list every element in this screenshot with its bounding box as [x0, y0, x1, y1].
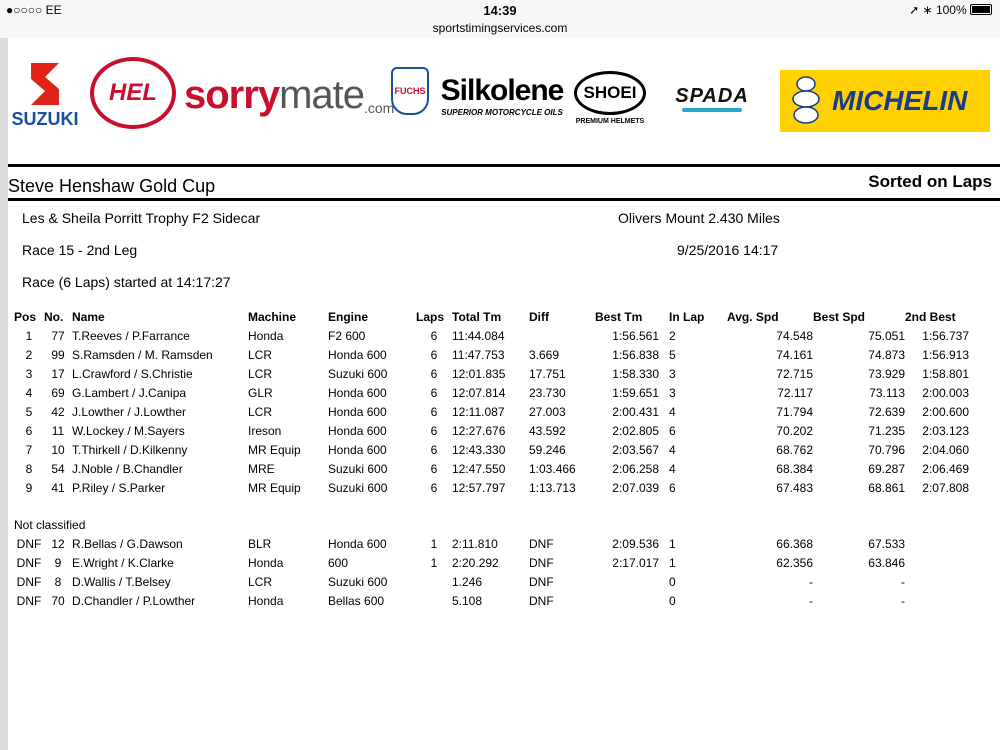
cell-inlap: 1: [669, 536, 676, 551]
cell-engine: F2 600: [328, 328, 366, 343]
cell-bestspd: 70.796: [868, 442, 905, 457]
cell-name: E.Wright / K.Clarke: [72, 555, 174, 570]
event-title: Steve Henshaw Gold Cup: [8, 176, 216, 196]
cell-inlap: 0: [669, 574, 676, 589]
cell-inlap: 4: [669, 404, 676, 419]
cell-pos: 3: [25, 366, 33, 381]
cell-inlap: 6: [669, 480, 676, 495]
title-rule: [8, 198, 1000, 201]
cell-total: 11:47.753: [452, 347, 505, 362]
cell-total: 12:57.797: [452, 480, 506, 495]
cell-no: 42: [51, 404, 65, 419]
cell-second: 1:56.737: [922, 328, 969, 343]
cell-diff: [529, 326, 595, 345]
col-name: Name: [72, 310, 105, 324]
carrier-signal: ●○○○○ EE: [6, 3, 62, 17]
cell-second: 1:56.913: [922, 347, 969, 362]
cell-engine: Honda 600: [328, 385, 387, 400]
dnf-row: [14, 553, 969, 572]
cell-bestspd: 71.235: [868, 423, 905, 438]
cell-no: 99: [51, 347, 65, 362]
cell-pos: 7: [25, 442, 33, 457]
cell-bestspd: -: [901, 593, 905, 608]
cell-name: D.Chandler / P.Lowther: [72, 593, 196, 608]
cell-diff: 3.669: [529, 347, 560, 362]
circuit-name: Olivers Mount 2.430 Miles: [618, 210, 780, 226]
race-name: Race 15 - 2nd Leg: [22, 242, 138, 258]
cell-machine: MR Equip: [248, 442, 301, 457]
cell-laps: 6: [430, 385, 438, 400]
address-bar[interactable]: [0, 20, 1000, 39]
cell-inlap: 1: [669, 555, 676, 570]
cell-no: 11: [51, 423, 65, 438]
shoei-logo: SHOEI PREMIUM HELMETS: [572, 66, 648, 130]
cell-diff: DNF: [529, 555, 554, 570]
col-second: 2nd Best: [905, 310, 956, 324]
col-total: Total Tm: [452, 310, 502, 324]
cell-bestspd: 68.861: [868, 480, 905, 495]
cell-second: [905, 591, 969, 610]
result-row: [14, 364, 969, 383]
cell-diff: DNF: [529, 574, 554, 589]
cell-name: W.Lockey / M.Sayers: [72, 423, 185, 438]
cell-second: 2:00.600: [922, 404, 969, 419]
cell-laps: [416, 591, 452, 610]
cell-name: P.Riley / S.Parker: [72, 480, 166, 495]
michelin-logo: MICHELIN: [780, 70, 990, 132]
cell-name: J.Lowther / J.Lowther: [72, 404, 187, 419]
cell-second: 2:03.123: [922, 423, 969, 438]
cell-best: [595, 591, 665, 610]
cell-no: 9: [54, 555, 62, 570]
sort-label: Sorted on Laps: [868, 172, 992, 191]
col-best: Best Tm: [595, 310, 643, 324]
cell-pos: 9: [25, 480, 33, 495]
results-header-row: [14, 308, 969, 326]
cell-laps: 6: [430, 366, 438, 381]
sponsor-banner: [8, 46, 1000, 166]
col-bestspd: Best Spd: [813, 310, 866, 324]
cell-second: 2:07.808: [922, 480, 969, 495]
cell-engine: Suzuki 600: [328, 366, 388, 381]
dnf-row: [14, 572, 969, 591]
cell-diff: 27.003: [529, 404, 566, 419]
cell-machine: Honda: [248, 555, 284, 570]
hel-logo: HEL: [90, 58, 176, 128]
race-datetime: 9/25/2016 14:17: [677, 242, 779, 258]
cell-no: 54: [51, 461, 65, 476]
not-classified-label: Not classified: [14, 518, 86, 532]
result-row: [14, 459, 969, 478]
results-table: [14, 308, 969, 497]
status-bar: [0, 0, 1000, 20]
result-row: [14, 383, 969, 402]
page-edge-left: [0, 38, 8, 750]
dnf-row: [14, 534, 969, 553]
cell-laps: [416, 572, 452, 591]
col-inlap: In Lap: [669, 310, 705, 324]
cell-best: 2:03.567: [612, 442, 659, 457]
battery-icon: [970, 4, 992, 15]
cell-avg: 71.794: [776, 404, 813, 419]
cell-total: 12:01.835: [452, 366, 506, 381]
cell-engine: Bellas 600: [328, 593, 385, 608]
cell-second: 2:06.469: [922, 461, 969, 476]
cell-no: 17: [51, 366, 65, 381]
cell-inlap: 0: [669, 593, 676, 608]
bluetooth-icon: ∗: [922, 3, 933, 17]
cell-second: 1:58.801: [922, 366, 969, 381]
cell-laps: 6: [430, 461, 438, 476]
cell-best: 2:17.017: [612, 555, 659, 570]
cell-second: 2:04.060: [922, 442, 969, 457]
cell-avg: 74.548: [776, 328, 813, 343]
cell-no: 70: [51, 593, 65, 608]
cell-engine: Honda 600: [328, 347, 387, 362]
result-row: [14, 345, 969, 364]
col-avg: Avg. Spd: [727, 310, 779, 324]
cell-diff: DNF: [529, 593, 554, 608]
cell-machine: MR Equip: [248, 480, 301, 495]
suzuki-logo: SUZUKI: [8, 52, 82, 136]
cell-no: 41: [51, 480, 65, 495]
result-row: [14, 326, 969, 345]
cell-laps: 6: [430, 442, 438, 457]
cell-no: 10: [51, 442, 65, 457]
trophy-name: Les & Sheila Porritt Trophy F2 Sidecar: [22, 210, 261, 226]
cell-engine: Suzuki 600: [328, 574, 388, 589]
cell-inlap: 3: [669, 385, 676, 400]
cell-name: T.Thirkell / D.Kilkenny: [72, 442, 188, 457]
cell-second: [905, 534, 969, 553]
cell-machine: Honda: [248, 328, 284, 343]
cell-machine: Ireson: [248, 423, 282, 438]
col-engine: Engine: [328, 310, 369, 324]
battery-percent: 100%: [935, 3, 967, 17]
cell-engine: Suzuki 600: [328, 461, 388, 476]
url-text[interactable]: sportstimingservices.com: [432, 21, 568, 35]
cell-total: 2:11.810: [452, 536, 498, 551]
cell-bestspd: 73.113: [869, 385, 905, 400]
cell-avg: 70.202: [776, 423, 813, 438]
status-right: [909, 3, 992, 17]
cell-bestspd: 73.929: [868, 366, 905, 381]
spada-logo: SPADA: [656, 76, 768, 120]
dnf-row: [14, 591, 969, 610]
cell-pos: DNF: [16, 593, 42, 608]
col-machine: Machine: [248, 310, 297, 324]
result-row: [14, 402, 969, 421]
sorrymate-logo: sorry mate .com: [184, 72, 395, 117]
cell-engine: Honda 600: [328, 404, 387, 419]
cell-total: 12:43.330: [452, 442, 506, 457]
cell-diff: 43.592: [529, 423, 566, 438]
result-row: [14, 421, 969, 440]
cell-best: 2:06.258: [612, 461, 659, 476]
cell-inlap: 4: [669, 442, 676, 457]
cell-best: 1:58.330: [612, 366, 659, 381]
cell-pos: DNF: [16, 574, 42, 589]
cell-pos: 6: [25, 423, 33, 438]
cell-machine: GLR: [248, 385, 273, 400]
cell-second: [905, 553, 969, 572]
cell-best: 2:00.431: [612, 404, 659, 419]
cell-no: 69: [51, 385, 65, 400]
cell-best: 2:02.805: [612, 423, 659, 438]
cell-machine: MRE: [248, 461, 275, 476]
cell-second: [905, 572, 969, 591]
cell-total: 11:44.084: [452, 328, 505, 343]
cell-avg: -: [809, 593, 813, 608]
michelin-man-icon: [786, 74, 826, 128]
cell-machine: Honda: [248, 593, 284, 608]
cell-second: 2:00.003: [922, 385, 969, 400]
cell-diff: 1:03.466: [529, 461, 576, 476]
cell-inlap: 2: [669, 328, 676, 343]
cell-name: D.Wallis / T.Belsey: [72, 574, 171, 589]
cell-avg: 67.483: [776, 480, 813, 495]
cell-pos: 8: [25, 461, 33, 476]
cell-machine: LCR: [248, 574, 273, 589]
cell-pos: DNF: [16, 536, 42, 551]
cell-inlap: 3: [669, 366, 676, 381]
cell-bestspd: 67.533: [868, 536, 905, 551]
dnf-table: [14, 534, 969, 610]
cell-machine: LCR: [248, 404, 273, 419]
cell-engine: Honda 600: [328, 536, 387, 551]
cell-total: 12:07.814: [452, 385, 506, 400]
cell-avg: 72.715: [776, 366, 813, 381]
cell-bestspd: 63.846: [868, 555, 905, 570]
cell-diff: 17.751: [529, 366, 566, 381]
cell-engine: Honda 600: [328, 423, 387, 438]
silkolene-logo: Silkolene SUPERIOR MOTORCYCLE OILS: [440, 73, 564, 117]
cell-bestspd: 74.873: [868, 347, 905, 362]
cell-pos: 2: [25, 347, 33, 362]
cell-inlap: 6: [669, 423, 676, 438]
cell-diff: 59.246: [529, 442, 566, 457]
suzuki-s-icon: [25, 59, 65, 109]
cell-name: R.Bellas / G.Dawson: [72, 536, 183, 551]
cell-engine: Suzuki 600: [328, 480, 388, 495]
cell-avg: 62.356: [776, 555, 813, 570]
cell-best: 2:09.536: [612, 536, 659, 551]
col-pos: Pos: [14, 310, 37, 324]
col-no: No.: [44, 310, 64, 324]
location-icon: ➚: [909, 3, 920, 17]
clock: 14:39: [483, 3, 517, 18]
cell-total: 12:11.087: [452, 404, 505, 419]
col-laps: Laps: [416, 310, 445, 324]
cell-laps: 6: [430, 404, 438, 419]
cell-diff: 1:13.713: [529, 480, 576, 495]
cell-laps: 6: [430, 423, 438, 438]
cell-bestspd: 75.051: [868, 328, 905, 343]
cell-laps: 1: [430, 536, 438, 551]
cell-name: G.Lambert / J.Canipa: [72, 385, 187, 400]
cell-best: [595, 572, 665, 591]
cell-name: S.Ramsden / M. Ramsden: [72, 347, 213, 362]
cell-pos: 1: [25, 328, 33, 343]
cell-total: 5.108: [452, 593, 483, 608]
top-rule: [8, 164, 1000, 167]
cell-avg: 68.384: [776, 461, 813, 476]
cell-laps: 6: [430, 347, 438, 362]
result-row: [14, 478, 969, 497]
cell-best: 1:56.838: [612, 347, 659, 362]
fuchs-logo: FUCHS: [390, 66, 430, 116]
cell-avg: 68.762: [776, 442, 813, 457]
cell-no: 77: [51, 328, 65, 343]
cell-pos: 4: [25, 385, 33, 400]
cell-machine: BLR: [248, 536, 272, 551]
cell-inlap: 5: [669, 347, 676, 362]
cell-bestspd: 72.639: [868, 404, 905, 419]
cell-avg: 66.368: [776, 536, 813, 551]
cell-avg: -: [809, 574, 813, 589]
cell-machine: LCR: [248, 366, 273, 381]
cell-inlap: 4: [669, 461, 676, 476]
cell-diff: DNF: [529, 536, 554, 551]
cell-engine: Honda 600: [328, 442, 387, 457]
cell-bestspd: -: [901, 574, 905, 589]
cell-laps: 6: [430, 328, 438, 343]
cell-best: 1:59.651: [612, 385, 659, 400]
cell-laps: 1: [430, 555, 438, 570]
cell-name: J.Noble / B.Chandler: [72, 461, 183, 476]
cell-machine: LCR: [248, 347, 273, 362]
cell-no: 12: [51, 536, 65, 551]
results-page: [8, 38, 1000, 750]
cell-best: 2:07.039: [612, 480, 659, 495]
cell-name: L.Crawford / S.Christie: [72, 366, 193, 381]
cell-pos: 5: [25, 404, 33, 419]
cell-diff: 23.730: [529, 385, 566, 400]
cell-engine: 600: [328, 555, 349, 570]
race-start: Race (6 Laps) started at 14:17:27: [22, 274, 231, 290]
cell-total: 2:20.292: [452, 555, 499, 570]
cell-avg: 74.161: [776, 347, 813, 362]
result-row: [14, 440, 969, 459]
col-diff: Diff: [529, 310, 549, 324]
cell-avg: 72.117: [777, 385, 813, 400]
cell-total: 12:27.676: [452, 423, 506, 438]
cell-total: 12:47.550: [452, 461, 506, 476]
cell-laps: 6: [430, 480, 438, 495]
cell-pos: DNF: [16, 555, 42, 570]
cell-best: 1:56.561: [612, 328, 659, 343]
cell-name: T.Reeves / P.Farrance: [72, 328, 190, 343]
cell-no: 8: [54, 574, 62, 589]
cell-total: 1.246: [452, 574, 483, 589]
cell-bestspd: 69.287: [868, 461, 905, 476]
